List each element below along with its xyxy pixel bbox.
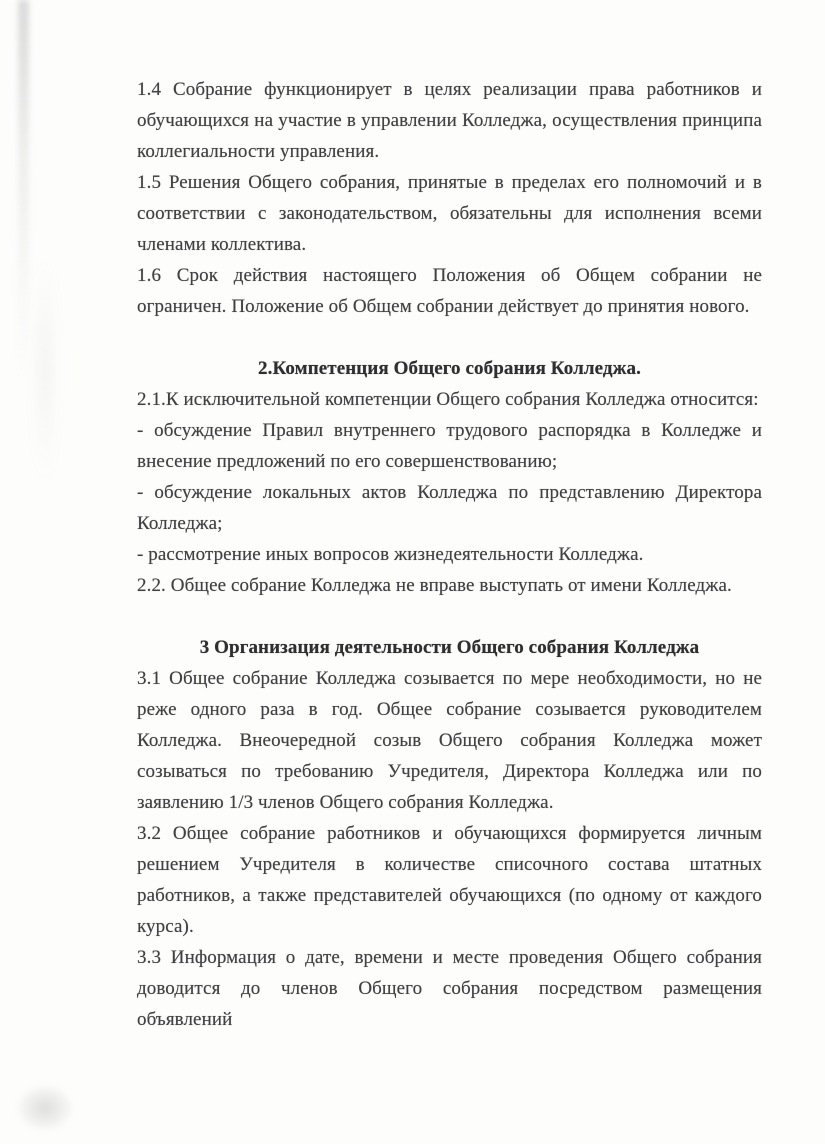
para-1-4: 1.4 Собрание функционирует в целях реализации права работников и обучающихся на участие в управлении Колледжа, осуществления принципа коллегиальности управления. [137, 79, 762, 162]
para-1-5: 1.5 Решения Общего собрания, принятые в пределах его полномочий и в соответствии с законодательством, обязательны для исполнения всеми членами коллектива. [137, 172, 762, 255]
list-item-discuss-rules: - обсуждение Правил внутреннего трудового распорядка в Колледже и внесение предложений по его совершенствованию; [137, 420, 762, 472]
para-3-1: 3.1 Общее собрание Колледжа созывается по мере необходимости, но не реже одного раза в год. Общее собрание созывается руководителем Колледжа. Внеочередной созыв Общего собрания Колледжа может созываться по требованию Учредителя, Директора Колледжа или по заявлению 1/3 членов Общего собрания Колледжа. [137, 668, 762, 813]
para-3-2: 3.2 Общее собрание работников и обучающихся формируется личным решением Учредителя в количестве списочного состава штатных работников, а также представителей обучающихся (по одному от каждого курса). [137, 823, 762, 937]
scan-streak-left-faint-icon [30, 220, 60, 520]
para-2-1: 2.1.К исключительной компетенции Общего собрания Колледжа относится: [137, 389, 759, 410]
list-item-discuss-local-acts: - обсуждение локальных актов Колледжа по представлению Директора Колледжа; [137, 482, 762, 534]
para-2-2: 2.2. Общее собрание Колледжа не вправе выступать от имени Колледжа. [137, 575, 732, 596]
heading-section-3: 3 Организация деятельности Общего собрания Колледжа [199, 637, 700, 658]
scan-streak-left-icon [18, 0, 29, 380]
para-3-3: 3.3 Информация о дате, времени и месте проведения Общего собрания доводится до членов Общего собрания посредством размещения объявлений [137, 947, 762, 1030]
para-1-6: 1.6 Срок действия настоящего Положения об Общем собрании не ограничен. Положение об Общем собрании действует до принятия нового. [137, 265, 762, 317]
scan-smudge-bottom-left-icon [6, 1076, 84, 1140]
list-item-other-questions: - рассмотрение иных вопросов жизнедеятельности Колледжа. [137, 544, 644, 565]
document-content [137, 74, 762, 1035]
heading-section-2: 2.Компетенция Общего собрания Колледжа. [258, 358, 641, 379]
